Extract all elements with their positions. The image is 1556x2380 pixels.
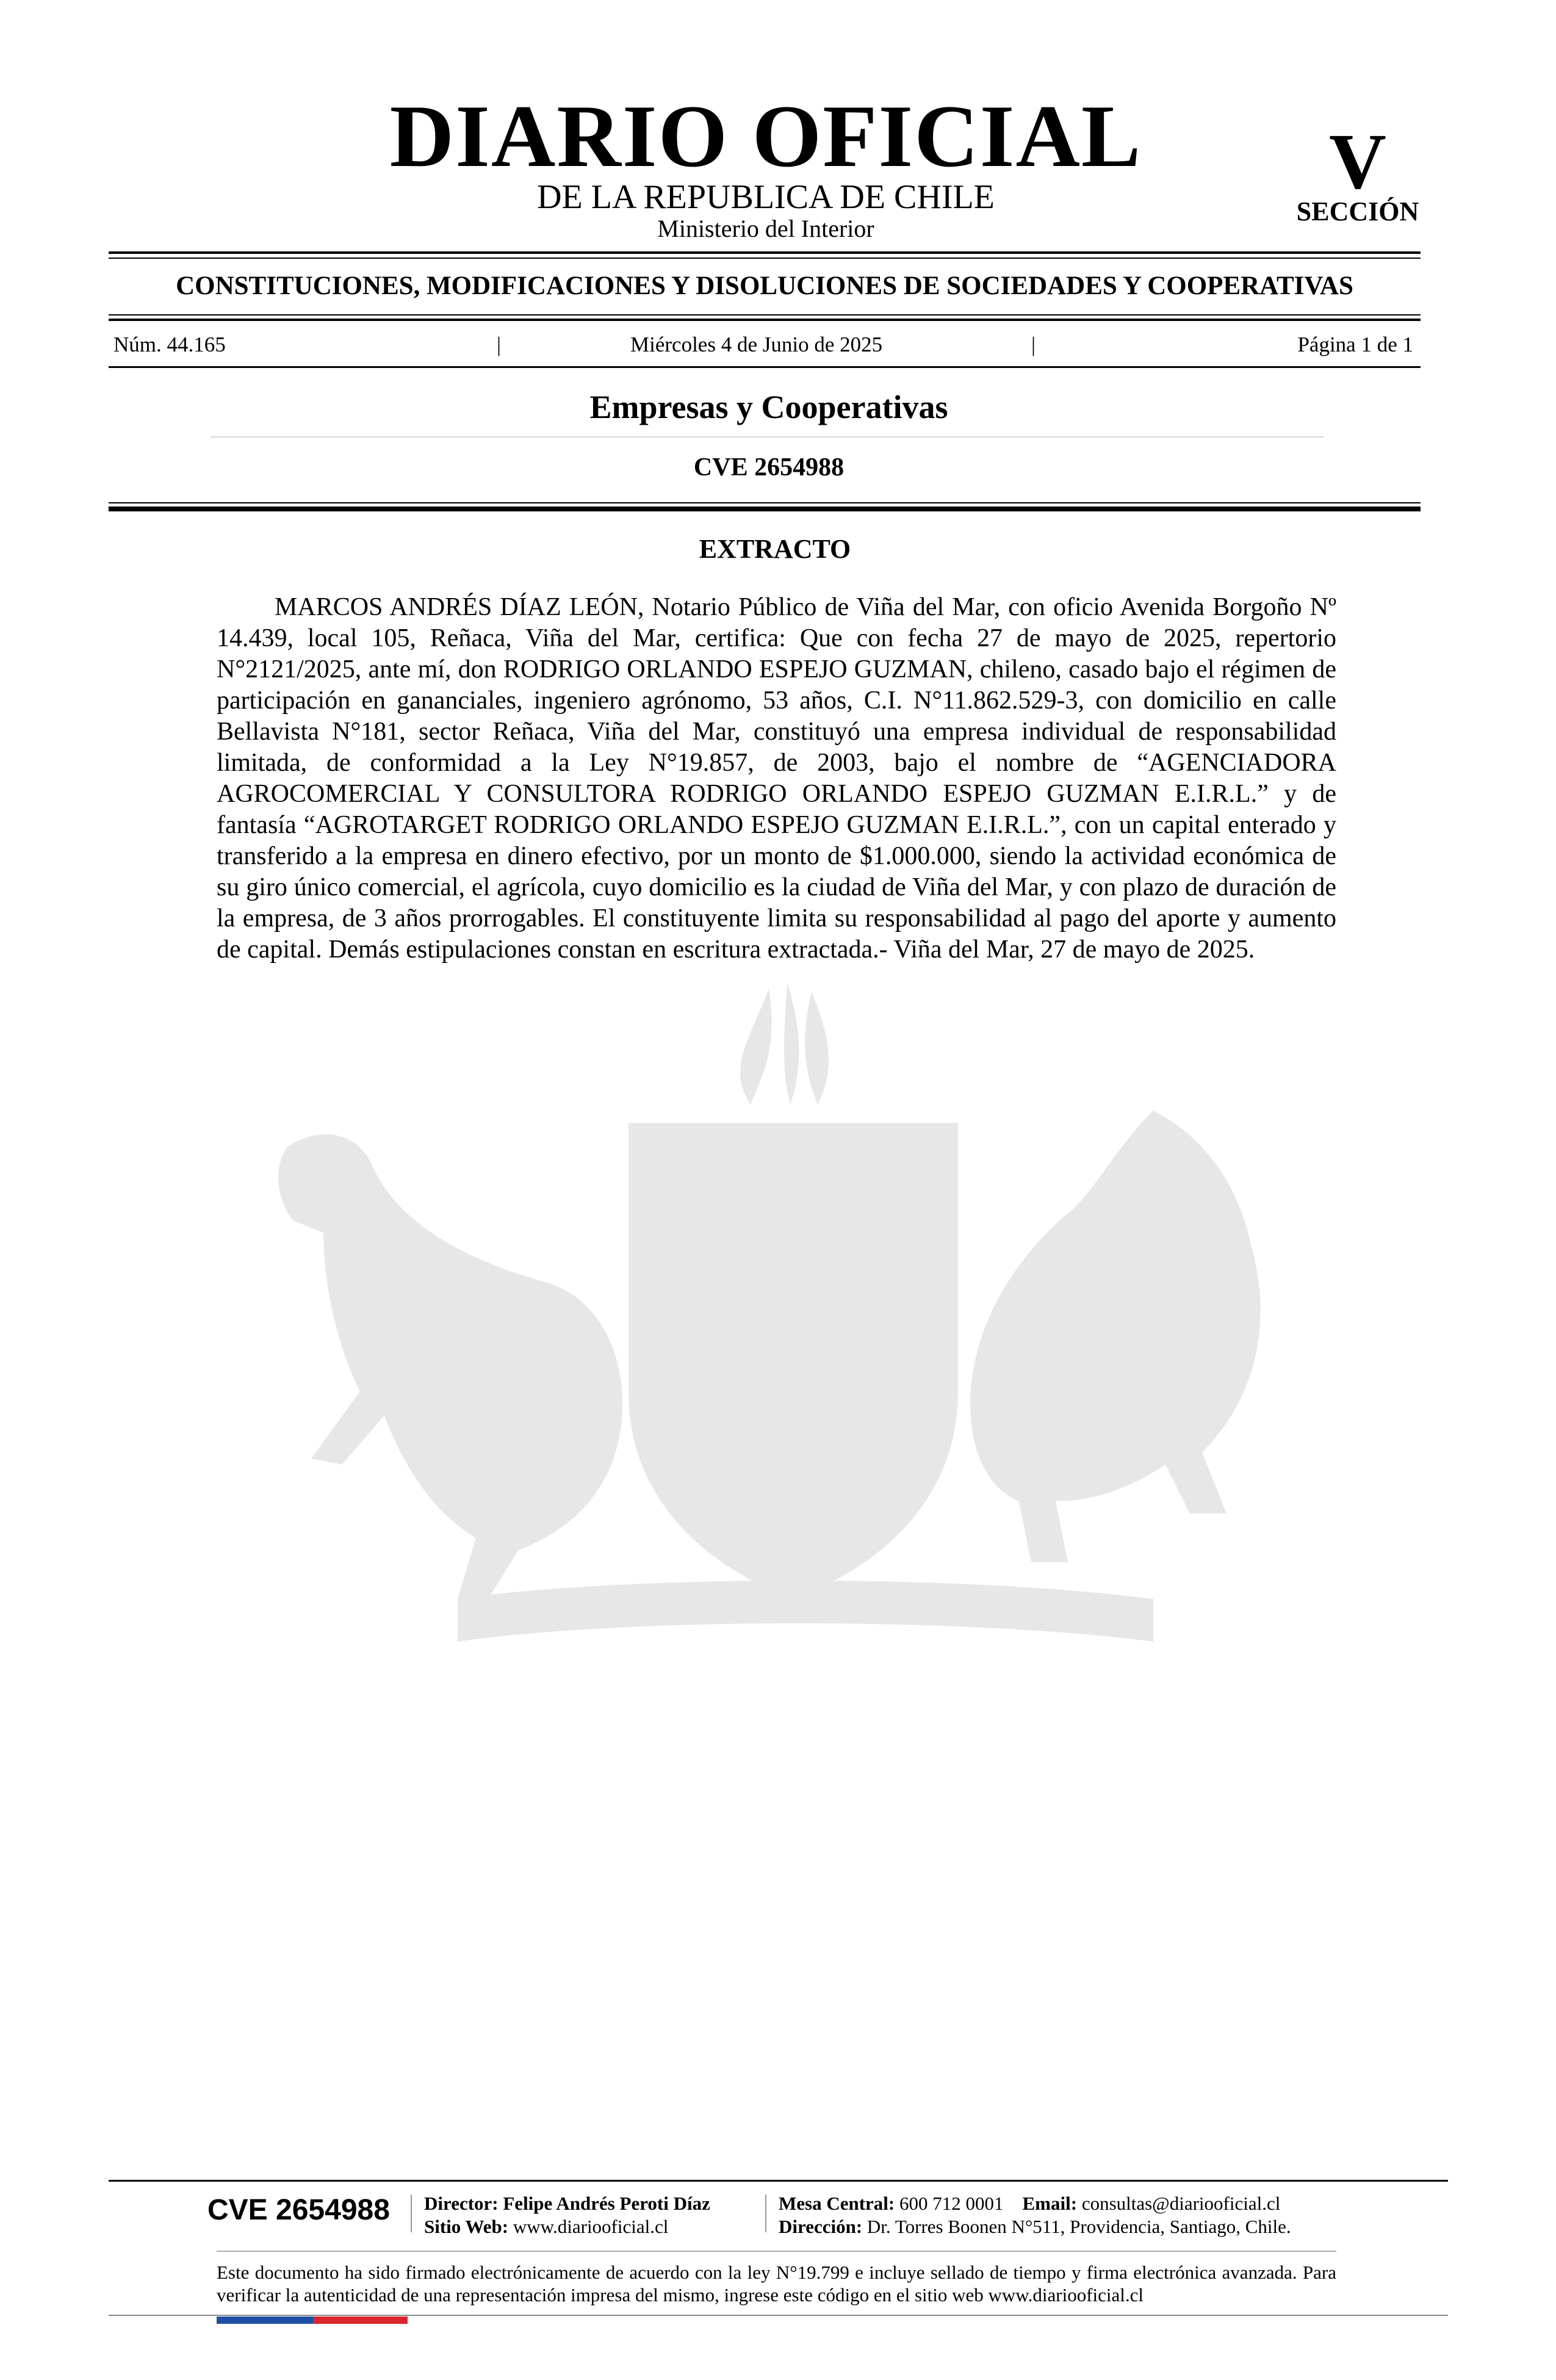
footer-separator (765, 2194, 766, 2232)
footer-divider (217, 2251, 1336, 2252)
cve-code: CVE 2654988 (693, 453, 845, 481)
footer-rule (109, 2180, 1448, 2182)
phone-label: Mesa Central: (779, 2193, 895, 2214)
header-rule-top (109, 251, 1421, 254)
flag-stripe-red (313, 2317, 408, 2324)
issue-page: Página 1 de 1 (1297, 333, 1413, 356)
issue-number: Núm. 44.165 (113, 333, 226, 356)
director-value: Felipe Andrés Peroti Díaz (503, 2193, 710, 2214)
address-value: Dr. Torres Boonen N°511, Providencia, Santiago, Chile. (866, 2216, 1291, 2237)
issue-date: Miércoles 4 de Junio de 2025 (630, 333, 883, 356)
website-link[interactable]: www.diariooficial.cl (513, 2216, 669, 2237)
header-rule-top-thin (109, 258, 1421, 259)
website-label: Sitio Web: (424, 2216, 509, 2237)
footer-signature-note: Este documento ha sido firmado electrónicamente de acuerdo con la ley N°19.799 e incluye sellado de tiempo y firma electrónica avanzada. Para verificar la autenticidad de una representación impresa del mismo, ingrese este código en el sitio web www.diariooficial.cl (217, 2262, 1336, 2306)
director-label: Director: (424, 2193, 499, 2214)
masthead-title: DIARIO OFICIAL (389, 87, 1142, 186)
category-rule-bottom-thin (109, 314, 1421, 316)
extract-body: MARCOS ANDRÉS DÍAZ LEÓN, Notario Público de Viña del Mar, con oficio Avenida Borgoño Nº 14.439, local 105, Reñaca, Viña del Mar, certifica: Que con fecha 27 de mayo de 2025, repertorio N°2121/2025, ante mí, don RODRIGO ORLANDO ESPEJO GUZMAN, chileno, casado bajo el régimen de participación en gananciales, ingeniero agrónomo, 53 años, C.I. N°11.862.529-3, con domicilio en calle Bellavista N°181, sector Reñaca, Viña del Mar, constituyó una empresa individual de responsabilidad limitada, de conformidad a la Ley N°19.857, de 2003, bajo el nombre de “AGENCIADORA AGROCOMERCIAL Y CONSULTORA RODRIGO ORLANDO ESPEJO GUZMAN E.I.R.L.” y de fantasía “AGROTARGET RODRIGO ORLANDO ESPEJO GUZMAN E.I.R.L.”, con un capital enterado y transferido a la empresa en dinero efectivo, por un monto de $1.000.000, siendo la actividad económica de su giro único comercial, el agrícola, cuyo domicilio es la ciudad de Viña del Mar, y con plazo de duración de la empresa, de 3 años prorrogables. El constituyente limita su responsabilidad al pago del aporte y aumento de capital. Demás estipulaciones constan en escritura extractada.- Viña del Mar, 27 de mayo de 2025. (217, 593, 1336, 964)
issue-separator-left: | (497, 333, 502, 356)
masthead-ministry: Ministerio del Interior (657, 215, 874, 242)
footer-bottom-rule (109, 2315, 1448, 2316)
section-label: SECCIÓN (1296, 197, 1419, 226)
footer-cve-code: CVE 2654988 (207, 2194, 390, 2226)
coat-of-arms-icon (201, 964, 1361, 1697)
heading-divider (211, 436, 1324, 438)
section-letter: V (1329, 118, 1386, 206)
section-heading: Empresas y Cooperativas (589, 389, 948, 425)
cve-rule-thick (109, 507, 1421, 511)
footer-separator (411, 2194, 412, 2232)
coat-of-arms-watermark (201, 964, 1361, 1697)
phone-value: 600 712 0001 (899, 2193, 1004, 2214)
masthead-subtitle: DE LA REPUBLICA DE CHILE (537, 178, 995, 216)
footer-contact-block (779, 2192, 1291, 2238)
issue-rule-bottom (109, 366, 1421, 368)
category-title: CONSTITUCIONES, MODIFICACIONES Y DISOLUCIONES DE SOCIEDADES Y COOPERATIVAS (176, 272, 1353, 300)
category-rule-bottom (109, 319, 1421, 321)
flag-stripe-blue (217, 2317, 313, 2324)
issue-info-row (109, 333, 1421, 363)
email-label: Email: (1022, 2193, 1078, 2214)
cve-rule-thin (109, 502, 1421, 503)
email-link[interactable]: consultas@diariooficial.cl (1081, 2193, 1281, 2214)
address-label: Dirección: (779, 2216, 863, 2237)
issue-separator-right: | (1031, 333, 1036, 356)
extract-title: EXTRACTO (699, 534, 851, 564)
footer-director-block (424, 2192, 710, 2238)
